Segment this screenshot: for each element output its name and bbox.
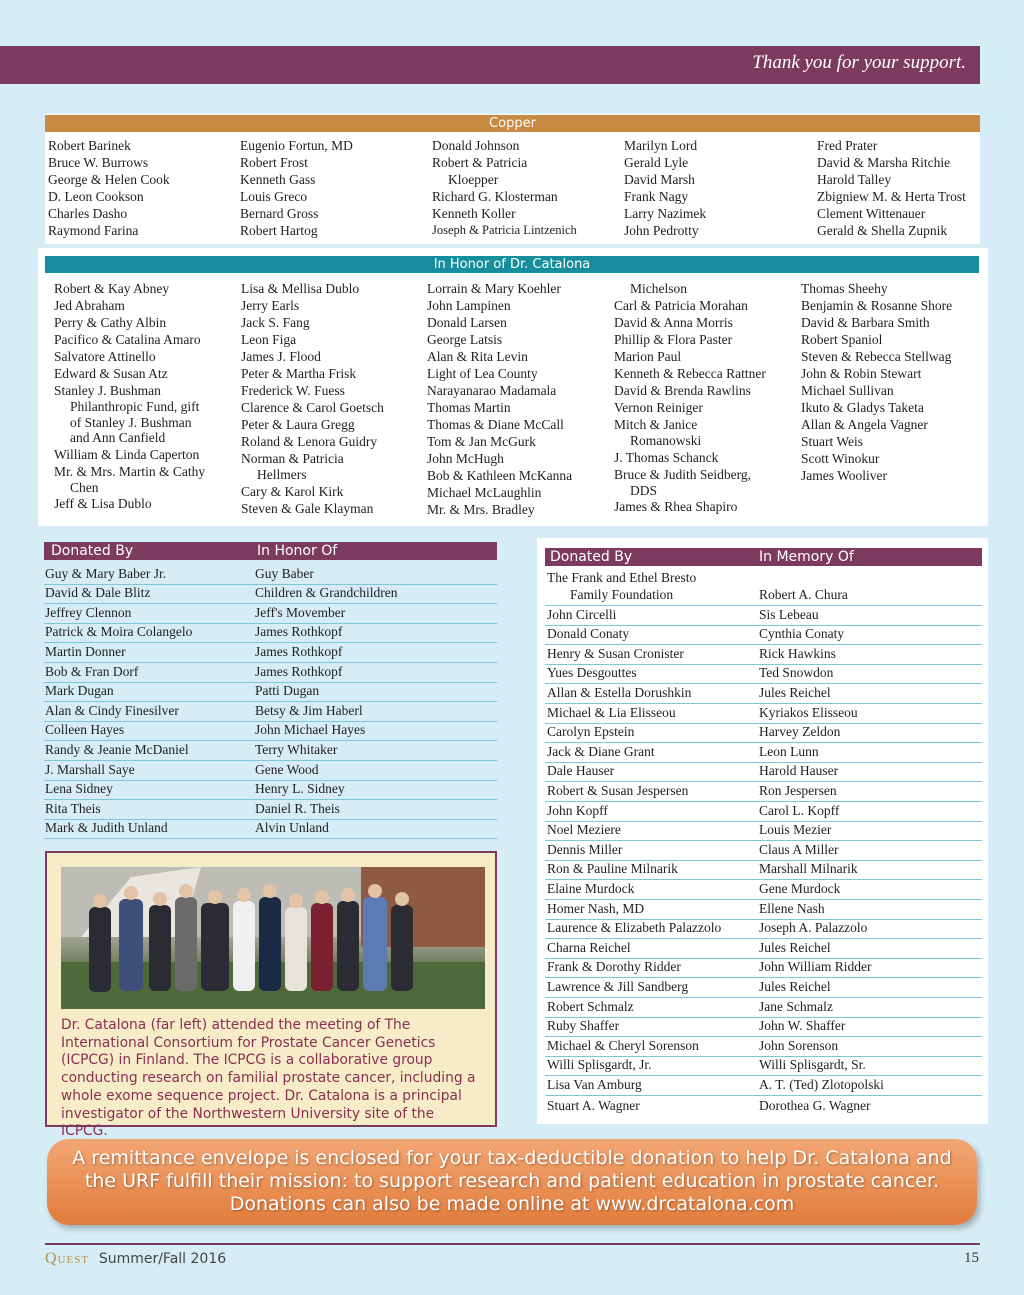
list-item: Donald Johnson	[432, 138, 520, 153]
donor-name: Mark Dugan	[45, 683, 114, 699]
list-item: David & Anna Morris	[614, 315, 733, 330]
list-item: Robert Hartog	[240, 223, 318, 238]
donor-name: Carolyn Epstein	[547, 724, 635, 740]
list-item: Michelson	[630, 281, 687, 296]
table-row	[545, 900, 982, 920]
memorial-name: Carol L. Kopff	[759, 802, 840, 818]
list-item: Bruce W. Burrows	[48, 155, 149, 170]
donor-name: Colleen Hayes	[45, 722, 125, 738]
donor-name: J. Marshall Saye	[45, 761, 135, 777]
photo-caption-box	[45, 851, 497, 1140]
issue-date: Summer/Fall 2016	[98, 1251, 227, 1267]
list-item: George Latsis	[427, 332, 503, 347]
group-photo	[61, 867, 485, 1009]
list-item: D. Leon Cookson	[48, 189, 144, 204]
list-item: David Marsh	[624, 172, 695, 187]
list-item: Stanley J. Bushman	[54, 383, 161, 398]
memorial-name: Jane Schmalz	[759, 998, 833, 1014]
magazine-name: Quest	[45, 1250, 90, 1267]
copper-column-5	[817, 137, 966, 239]
list-item: Edward & Susan Atz	[54, 366, 168, 381]
list-item: Alan & Rita Levin	[427, 349, 528, 364]
table-row	[545, 724, 982, 744]
donor-name: Dale Hauser	[547, 763, 615, 779]
memorial-name: John Sorenson	[759, 1037, 839, 1053]
honor-column-5	[801, 280, 952, 484]
memorial-name: John W. Shaffer	[759, 1018, 846, 1034]
table-row	[545, 626, 982, 646]
remittance-line-3: Donations can also be made online at www.drcatalona.com	[229, 1193, 795, 1215]
list-item: Benjamin & Rosanne Shore	[801, 298, 953, 313]
list-item: Cary & Karol Kirk	[241, 483, 344, 499]
list-item: Robert & Patricia	[432, 155, 528, 170]
list-item: Frank Nagy	[624, 189, 689, 204]
donor-name: Elaine Murdock	[547, 880, 635, 896]
list-item: Thomas Martin	[427, 400, 511, 415]
list-item: Thomas & Diane McCall	[427, 417, 564, 432]
donor-name: Homer Nash, MD	[547, 900, 645, 916]
donor-name: Allan & Estella Dorushkin	[547, 684, 692, 700]
in-honor-table-header	[44, 542, 497, 560]
remittance-text	[57, 1147, 967, 1216]
remittance-line-2: the URF fulfill their mission: to support research and patient education in prostate cancer.	[84, 1170, 940, 1192]
donor-name: Laurence & Elizabeth Palazzolo	[547, 920, 722, 936]
table-row	[545, 841, 982, 861]
donor-name-continued: Family Foundation	[570, 587, 674, 602]
list-item: Mitch & Janice	[614, 417, 698, 432]
list-item: John & Robin Stewart	[801, 366, 922, 381]
donated-by-heading: Donated By	[550, 549, 633, 565]
list-item: Philanthropic Fund, gift	[70, 399, 200, 414]
donor-name: Michael & Cheryl Sorenson	[547, 1037, 699, 1053]
table-row	[545, 645, 982, 665]
list-item: Roland & Lenora Guidry	[241, 434, 378, 449]
donor-name: The Frank and Ethel Bresto	[547, 570, 697, 585]
in-memory-rows	[545, 569, 982, 1124]
table-row	[545, 1018, 982, 1038]
list-item: Allan & Angela Vagner	[801, 417, 928, 432]
footer-divider	[45, 1243, 980, 1245]
table-row	[545, 606, 982, 626]
list-item: and Ann Canfield	[70, 430, 166, 445]
list-item: John Lampinen	[427, 298, 511, 313]
donor-name: Jack & Diane Grant	[547, 743, 655, 759]
table-row	[545, 684, 982, 704]
list-item: Peter & Laura Gregg	[241, 417, 355, 432]
table-row	[44, 663, 497, 683]
list-item: Bernard Gross	[240, 206, 319, 221]
table-row	[545, 1096, 982, 1116]
donor-name: Henry & Susan Cronister	[547, 645, 684, 661]
in-honor-table	[44, 542, 497, 842]
list-item: Clement Wittenauer	[817, 206, 926, 221]
list-item: Carl & Patricia Morahan	[614, 298, 748, 313]
table-row	[44, 565, 497, 585]
table-row	[545, 939, 982, 959]
copper-panel	[45, 114, 980, 244]
honoree-name: James Rothkopf	[255, 624, 343, 640]
table-row	[44, 781, 497, 801]
honoree-name: Patti Dugan	[255, 683, 320, 699]
table-row	[545, 998, 982, 1018]
memorial-name: Harold Hauser	[759, 763, 839, 779]
memorial-name: Ellene Nash	[759, 900, 825, 916]
honoree-name: Alvin Unland	[255, 820, 329, 836]
donor-name: Dennis Miller	[547, 841, 623, 857]
honoree-name: Guy Baber	[255, 565, 314, 581]
copper-title: Copper	[45, 115, 980, 132]
list-item: David & Marsha Ritchie	[817, 155, 951, 170]
donor-name: Robert Schmalz	[547, 998, 634, 1014]
list-item: Harold Talley	[817, 172, 892, 187]
donor-name: Ron & Pauline Milnarik	[547, 861, 678, 877]
donor-name: Jeffrey Clennon	[45, 604, 132, 620]
donor-name: Rita Theis	[45, 800, 101, 816]
honor-catalona-panel	[38, 248, 988, 526]
honor-column-2	[241, 280, 384, 517]
donor-name: Ruby Shaffer	[547, 1018, 620, 1034]
list-item: Richard G. Klosterman	[432, 189, 558, 204]
table-row	[545, 782, 982, 802]
memorial-name: Ron Jespersen	[759, 782, 837, 798]
list-item: Mr. & Mrs. Bradley	[427, 502, 535, 517]
list-item: Phillip & Flora Paster	[614, 332, 733, 347]
header-banner	[0, 46, 980, 84]
memorial-name: Jules Reichel	[759, 978, 831, 994]
list-item: David & Barbara Smith	[801, 315, 930, 330]
list-item: Kenneth Koller	[432, 206, 516, 221]
remittance-line-1: A remittance envelope is enclosed for your tax-deductible donation to help Dr. Catalona and	[72, 1147, 952, 1169]
list-item: Gerald Lyle	[624, 155, 689, 170]
copper-column-2	[240, 137, 353, 239]
copper-column-4	[624, 137, 706, 239]
list-item: John Pedrotty	[624, 223, 699, 238]
list-item: Charles Dasho	[48, 206, 128, 221]
table-row	[545, 763, 982, 783]
honoree-name: Gene Wood	[255, 761, 319, 777]
group-photo-illustration	[61, 867, 485, 1009]
donor-name: Guy & Mary Baber Jr.	[45, 565, 167, 581]
list-item: Salvatore Attinello	[54, 349, 156, 364]
list-item: Hellmers	[257, 467, 307, 482]
list-item: Peter & Martha Frisk	[241, 366, 357, 381]
table-row	[545, 704, 982, 724]
photo-caption: Dr. Catalona (far left) attended the meeting of The International Consortium for Prostate Cancer Genetics (ICPCG) in Finland. The ICPCG is a collaborative group conducting research on familial prostate cancer, including a whole exome sequence project. Dr. Catalona is a principal investigator of the Northwestern University site of the ICPCG.	[61, 1017, 476, 1140]
list-item: George & Helen Cook	[48, 172, 170, 187]
list-item: Jack S. Fang	[241, 315, 310, 330]
list-item: of Stanley J. Bushman	[70, 414, 192, 430]
donor-name: Willi Splisgardt, Jr.	[547, 1057, 652, 1073]
list-item: Gerald & Shella Zupnik	[817, 223, 948, 238]
table-row	[44, 643, 497, 663]
list-item: James & Rhea Shapiro	[614, 499, 738, 514]
remittance-banner	[47, 1139, 977, 1225]
table-row	[545, 822, 982, 842]
donor-name: Alan & Cindy Finesilver	[45, 702, 179, 718]
donor-name: John Kopff	[547, 802, 608, 818]
list-item: Steven & Gale Klayman	[241, 500, 374, 516]
honoree-name: Betsy & Jim Haberl	[255, 702, 363, 718]
memorial-name: Jules Reichel	[759, 684, 831, 700]
list-item: Thomas Sheehy	[801, 281, 888, 296]
list-item: Marion Paul	[614, 349, 682, 364]
list-item: Lorrain & Mary Koehler	[427, 281, 561, 296]
memorial-name: Gene Murdock	[759, 880, 841, 896]
list-item: Jerry Earls	[241, 298, 300, 313]
honoree-name: James Rothkopf	[255, 643, 343, 659]
thank-you-tagline: Thank you for your support.	[752, 52, 966, 73]
table-row	[545, 1076, 982, 1096]
honor-column-1	[54, 280, 205, 512]
table-row	[545, 665, 982, 685]
donor-name: Mark & Judith Unland	[45, 820, 168, 836]
list-item: Perry & Cathy Albin	[54, 315, 167, 330]
table-row	[545, 569, 982, 606]
list-item: Clarence & Carol Goetsch	[241, 400, 384, 415]
list-item: Raymond Farina	[48, 223, 139, 238]
donor-name: Randy & Jeanie McDaniel	[45, 741, 189, 757]
memorial-name: Leon Lunn	[759, 743, 819, 759]
donor-name: Stuart A. Wagner	[547, 1097, 640, 1113]
honor-column-4	[614, 280, 766, 515]
memorial-name: John William Ridder	[759, 959, 872, 975]
list-item: Bob & Kathleen McKanna	[427, 468, 573, 483]
memorial-name: Marshall Milnarik	[759, 861, 858, 877]
list-item: Bruce & Judith Seidberg,	[614, 466, 751, 482]
memorial-name: Claus A Miller	[759, 841, 839, 857]
donor-name: Noel Meziere	[547, 822, 621, 838]
list-item: Robert & Kay Abney	[54, 281, 170, 296]
page-number: 15	[964, 1250, 979, 1266]
list-item: Joseph & Patricia Lintzenich	[432, 223, 577, 237]
copper-column-1	[48, 137, 170, 239]
footer-publication	[45, 1250, 226, 1268]
donor-name: David & Dale Blitz	[45, 585, 151, 601]
memorial-name: Joseph A. Palazzolo	[759, 920, 868, 936]
table-row	[545, 880, 982, 900]
table-row	[44, 604, 497, 624]
honoree-name: James Rothkopf	[255, 663, 343, 679]
donor-name: Frank & Dorothy Ridder	[547, 959, 681, 975]
donor-name: Bob & Fran Dorf	[45, 663, 139, 679]
list-item: Jeff & Lisa Dublo	[54, 496, 152, 511]
donor-name: Yues Desgouttes	[547, 665, 637, 681]
list-item: Lisa & Mellisa Dublo	[241, 281, 360, 296]
table-row	[44, 741, 497, 761]
donor-name: John Circelli	[547, 606, 617, 622]
memorial-name: Ted Snowdon	[759, 665, 834, 681]
list-item: Zbigniew M. & Herta Trost	[817, 189, 966, 204]
list-item: Scott Winokur	[801, 451, 880, 466]
table-row	[545, 802, 982, 822]
list-item: Robert Spaniol	[801, 332, 883, 347]
memorial-name: Robert A. Chura	[759, 587, 848, 602]
honoree-name: Children & Grandchildren	[255, 585, 398, 601]
donor-name: Martin Donner	[45, 643, 126, 659]
table-row	[44, 800, 497, 820]
memorial-name: Willi Splisgardt, Sr.	[759, 1057, 866, 1073]
list-item: Larry Nazimek	[624, 206, 707, 221]
list-item: Michael Sullivan	[801, 383, 894, 398]
donated-by-heading: Donated By	[51, 543, 134, 559]
list-item: Jed Abraham	[54, 298, 125, 313]
memorial-name: Sis Lebeau	[759, 606, 819, 622]
list-item: Kenneth Gass	[240, 172, 316, 187]
table-row	[545, 920, 982, 940]
table-row	[545, 1057, 982, 1077]
honoree-name: Daniel R. Theis	[255, 800, 340, 816]
list-item: David & Brenda Rawlins	[614, 383, 751, 398]
table-row	[545, 978, 982, 998]
memorial-name: Kyriakos Elisseou	[759, 704, 858, 720]
list-item: Robert Barinek	[48, 138, 131, 153]
in-memory-of-heading: In Memory Of	[759, 549, 854, 565]
table-row	[44, 761, 497, 781]
list-item: Steven & Rebecca Stellwag	[801, 349, 952, 364]
list-item: John McHugh	[427, 451, 504, 466]
memorial-name: Dorothea G. Wagner	[759, 1097, 871, 1113]
donor-name: Robert & Susan Jespersen	[547, 782, 689, 798]
list-item: James Wooliver	[801, 468, 888, 483]
list-item: Norman & Patricia	[241, 451, 344, 466]
honoree-name: John Michael Hayes	[255, 722, 366, 738]
list-item: Mr. & Mrs. Martin & Cathy	[54, 463, 206, 479]
list-item: Fred Prater	[817, 138, 878, 153]
table-row	[44, 683, 497, 703]
list-item: Light of Lea County	[427, 366, 538, 381]
list-item: Vernon Reiniger	[614, 400, 703, 415]
in-honor-of-heading: In Honor Of	[257, 543, 338, 559]
list-item: Chen	[70, 479, 99, 495]
table-row	[545, 959, 982, 979]
list-item: Eugenio Fortun, MD	[240, 138, 353, 153]
list-item: Kenneth & Rebecca Rattner	[614, 366, 766, 381]
list-item: Frederick W. Fuess	[241, 383, 345, 398]
list-item: Louis Greco	[240, 189, 308, 204]
table-row	[44, 624, 497, 644]
list-item: J. Thomas Schanck	[614, 449, 719, 465]
table-row	[545, 861, 982, 881]
list-item: Leon Figa	[241, 332, 297, 347]
honoree-name: Henry L. Sidney	[255, 781, 345, 797]
in-memory-table-header	[545, 548, 982, 566]
table-row	[545, 743, 982, 763]
honor-catalona-title: In Honor of Dr. Catalona	[45, 256, 979, 273]
list-item: Donald Larsen	[427, 315, 507, 330]
donor-name: Lena Sidney	[45, 781, 113, 797]
table-row	[44, 702, 497, 722]
memorial-name: Jules Reichel	[759, 939, 831, 955]
donor-name: Donald Conaty	[547, 626, 630, 642]
memorial-name: Harvey Zeldon	[759, 724, 841, 740]
donor-name: Patrick & Moira Colangelo	[45, 624, 193, 640]
donor-name: Lisa Van Amburg	[547, 1076, 642, 1092]
table-row	[44, 585, 497, 605]
donor-name: Charna Reichel	[547, 939, 631, 955]
list-item: Kloepper	[448, 172, 499, 187]
list-item: Stuart Weis	[801, 434, 864, 449]
list-item: Pacifico & Catalina Amaro	[54, 332, 201, 347]
honoree-name: Terry Whitaker	[255, 741, 338, 757]
donor-name: Michael & Lia Elisseou	[547, 704, 676, 720]
memorial-name: Louis Mezier	[759, 822, 832, 838]
table-row	[545, 1037, 982, 1057]
table-row	[44, 722, 497, 742]
copper-column-3	[432, 137, 577, 239]
honor-column-3	[427, 280, 572, 518]
list-item: Romanowski	[630, 433, 702, 448]
list-item: Michael McLaughlin	[427, 485, 542, 500]
list-item: William & Linda Caperton	[54, 446, 200, 462]
list-item: Narayanarao Madamala	[427, 383, 557, 398]
memorial-name: A. T. (Ted) Zlotopolski	[759, 1076, 884, 1092]
list-item: Ikuto & Gladys Taketa	[801, 400, 924, 415]
list-item: Marilyn Lord	[624, 138, 698, 153]
donor-name: Lawrence & Jill Sandberg	[547, 978, 689, 994]
table-row	[44, 820, 497, 840]
honoree-name: Jeff's Movember	[255, 604, 346, 620]
list-item: DDS	[630, 482, 658, 498]
in-memory-panel	[537, 538, 988, 1124]
memorial-name: Rick Hawkins	[759, 645, 836, 661]
list-item: James J. Flood	[241, 349, 321, 364]
list-item: Robert Frost	[240, 155, 308, 170]
memorial-name: Cynthia Conaty	[759, 626, 845, 642]
list-item: Tom & Jan McGurk	[427, 434, 536, 449]
